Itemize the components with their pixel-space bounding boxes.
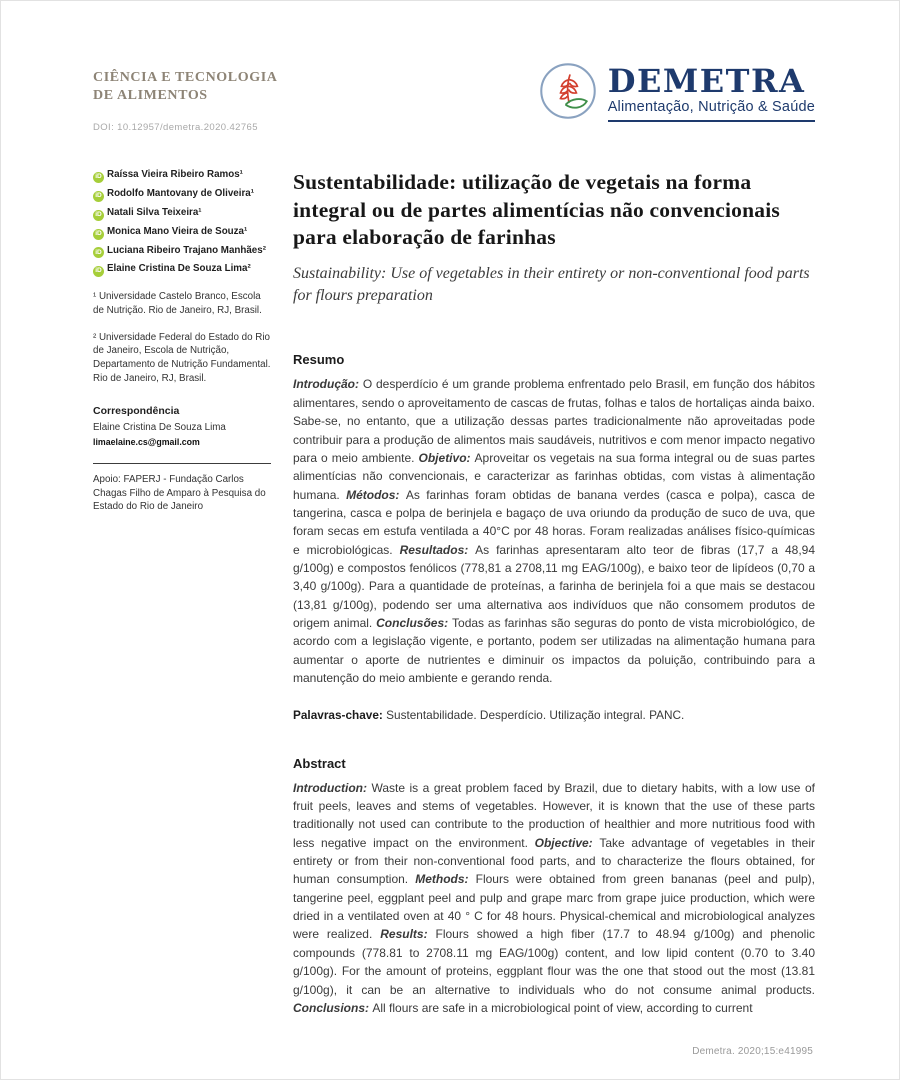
author-item (93, 226, 271, 240)
section-category-line1: CIÊNCIA E TECNOLOGIA (93, 70, 278, 85)
orcid-icon[interactable]: iD (93, 172, 104, 183)
article-title-pt: Sustentabilidade: utilização de vegetais na forma integral ou de partes alimentícias não convencionais para elaboração de farinhas (293, 170, 780, 249)
orcid-icon[interactable]: iD (93, 229, 104, 240)
inline-section-label: Introduction: (293, 780, 372, 795)
author-item (93, 169, 271, 183)
author-item (93, 263, 271, 277)
body-text-run: Aproveitar os vegetais na sua forma integral ou de suas partes alimentícias não convencionais, e caracterizar as farinhas obtidas, com vistas à alimentação humana. (293, 450, 815, 502)
resumo-section (293, 352, 815, 721)
body-text-run: Take advantage of vegetables in their entirety or from their non-conventional food parts, and to characterize the flours obtained, for human consumption. (293, 835, 815, 887)
abstract-paragraph (293, 779, 815, 1018)
body-text-run: Flours showed a high fiber (17.7 to 48.94 g/100g) and phenolic compounds (778.81 to 2708.11 mg EAG/100g) content, and low lipid content (0.70 to 3.40 g/100g). For the amount of proteins, eggplant flour was the one that stood out the most (13.81 g/100g), it can be an alternative to individuals who do not consume animal products. (293, 927, 815, 997)
journal-name: DEMETRA (607, 61, 806, 100)
orcid-icon[interactable]: iD (93, 210, 104, 221)
journal-logo (538, 61, 815, 126)
body-text-run: Waste is a great problem faced by Brazil, due to dietary habits, with a low use of fruit peels, leaves and stems of vegetables. However, it is known that the use of these parts traditionally not used can contribute to the production of healthier and more nutritious food with less negative impact on the environment. (293, 780, 815, 850)
abstract-heading: Abstract (293, 755, 346, 771)
journal-subtitle: Alimentação, Nutrição & Saúde (607, 99, 815, 116)
inline-section-label: Objective: (534, 835, 600, 850)
inline-section-label: Introdução: (293, 377, 363, 392)
body-text-run: Todas as farinhas são seguras do ponto de vista microbiológico, de acordo com a legislação vigente, e portanto, podem ser utilizadas na alimentação humana para aumentar o aporte de nutrientes e diminuir os impactos da poluição, contribuindo para a manutenção do meio ambiente e gerando renda. (293, 616, 815, 686)
resumo-heading: Resumo (293, 352, 345, 368)
correspondence-heading: Correspondência (93, 405, 180, 418)
inline-section-label: Results: (380, 927, 436, 942)
author-name: Natali Silva Teixeira¹ (107, 206, 202, 218)
inline-section-label: Objetivo: (418, 450, 475, 465)
correspondence-block (93, 405, 271, 446)
author-name: Raíssa Vieira Ribeiro Ramos¹ (107, 169, 243, 181)
affiliation-1: ¹ Universidade Castelo Branco, Escola de Nutrição. Rio de Janeiro, RJ, Brasil. (93, 291, 262, 316)
content-area (93, 169, 815, 1017)
body-text-run: As farinhas foram obtidas de banana verdes (casca e polpa), casca de tangerina, casca e polpa de berinjela e bagaço de uva oriundo da produção de suco de uva, que foram secas em estufa ventilada a 40°C por 48 horas. Foram realizadas análises físico-químicas e microbiológicas. (293, 487, 815, 557)
body-text-run: Flours were obtained from green bananas (peel and pulp), tangerine peel, eggplant peel and pulp and grape marc from grape juice production, which were dried in a ventilated oven at 40 ° C for 48 hours. Physical-chemical and microbiological analyzes were realized. (293, 872, 815, 942)
author-name: Rodolfo Mantovany de Oliveira¹ (107, 188, 254, 200)
header-left (93, 61, 277, 133)
section-category-line2: DE ALIMENTOS (93, 88, 208, 104)
doi-text: DOI: 10.12957/demetra.2020.42765 (93, 122, 258, 134)
affiliation-2: ² Universidade Federal do Estado do Rio de Janeiro, Escola de Nutrição, Departamento de Nutrição Fundamental. Rio de Janeiro, RJ, Brasil. (93, 331, 271, 384)
body-text-run: O desperdício é um grande problema enfrentado pelo Brasil, em função dos hábitos alimentares, sendo o aproveitamento de cascas de frutas, folhas e talos de hortaliças ainda baixo. Sabe-se, no entanto, que a utilização dessas partes tradicionalmente não aproveitadas pode contribuir para a produção de alimentos mais saudáveis, nutritivos e com menor impacto negativo para o meio ambiente. (293, 377, 815, 465)
sidebar (93, 169, 271, 1017)
keywords-text: Sustentabilidade. Desperdício. Utilização integral. PANC. (382, 707, 685, 722)
inline-section-label: Conclusions: (293, 1000, 373, 1015)
orcid-icon[interactable]: iD (93, 191, 104, 202)
inline-section-label: Métodos: (346, 487, 406, 502)
correspondence-name: Elaine Cristina De Souza Lima (93, 422, 226, 434)
inline-section-label: Conclusões: (376, 616, 453, 631)
body-text-run: All flours are safe in a microbiological point of view, according to current (372, 1000, 753, 1015)
author-list (93, 169, 271, 277)
page-header (93, 61, 815, 133)
author-name: Monica Mano Vieira de Souza¹ (107, 225, 248, 237)
author-name: Elaine Cristina De Souza Lima² (107, 263, 251, 275)
page-footer (692, 1046, 813, 1057)
keywords-label: Palavras-chave: (293, 707, 383, 722)
author-item (93, 207, 271, 221)
resumo-paragraph (293, 375, 815, 687)
keywords-line (293, 708, 815, 722)
author-item (93, 245, 271, 259)
funding-note: Apoio: FAPERJ - Fundação Carlos Chagas Filho de Amparo à Pesquisa do Estado do Rio de Janeiro (93, 473, 266, 513)
article-title-en: Sustainability: Use of vegetables in their entirety or non-conventional food parts for flours preparation (293, 265, 810, 304)
demetra-logo-icon (538, 61, 598, 126)
author-item (93, 188, 271, 202)
journal-wordmark (607, 61, 815, 123)
sidebar-divider (93, 463, 271, 464)
inline-section-label: Resultados: (399, 542, 476, 557)
footer-citation: Demetra. 2020;15:e41995 (692, 1046, 813, 1057)
correspondence-email[interactable]: limaelaine.cs@gmail.com (93, 436, 200, 447)
section-category (93, 69, 277, 105)
orcid-icon[interactable]: iD (93, 247, 104, 258)
inline-section-label: Methods: (415, 872, 476, 887)
article-main (293, 169, 815, 1017)
body-text-run: As farinhas apresentaram alto teor de fibras (17,7 a 48,94 g/100g) e compostos fenólicos (778,81 a 2708,11 mg EAG/100g), e baixo teor de lipídeos (0,70 a 3,40 g/100g). Para a quantidade de proteínas, a farinha de berinjela foi a que mais se destacou (13,81 g/100g), podendo ser uma alternativa aos indivíduos que não consomem produtos de origem animal. (293, 542, 816, 631)
author-name: Luciana Ribeiro Trajano Manhães² (107, 244, 266, 256)
orcid-icon[interactable]: iD (93, 266, 104, 277)
abstract-section (293, 756, 815, 1018)
